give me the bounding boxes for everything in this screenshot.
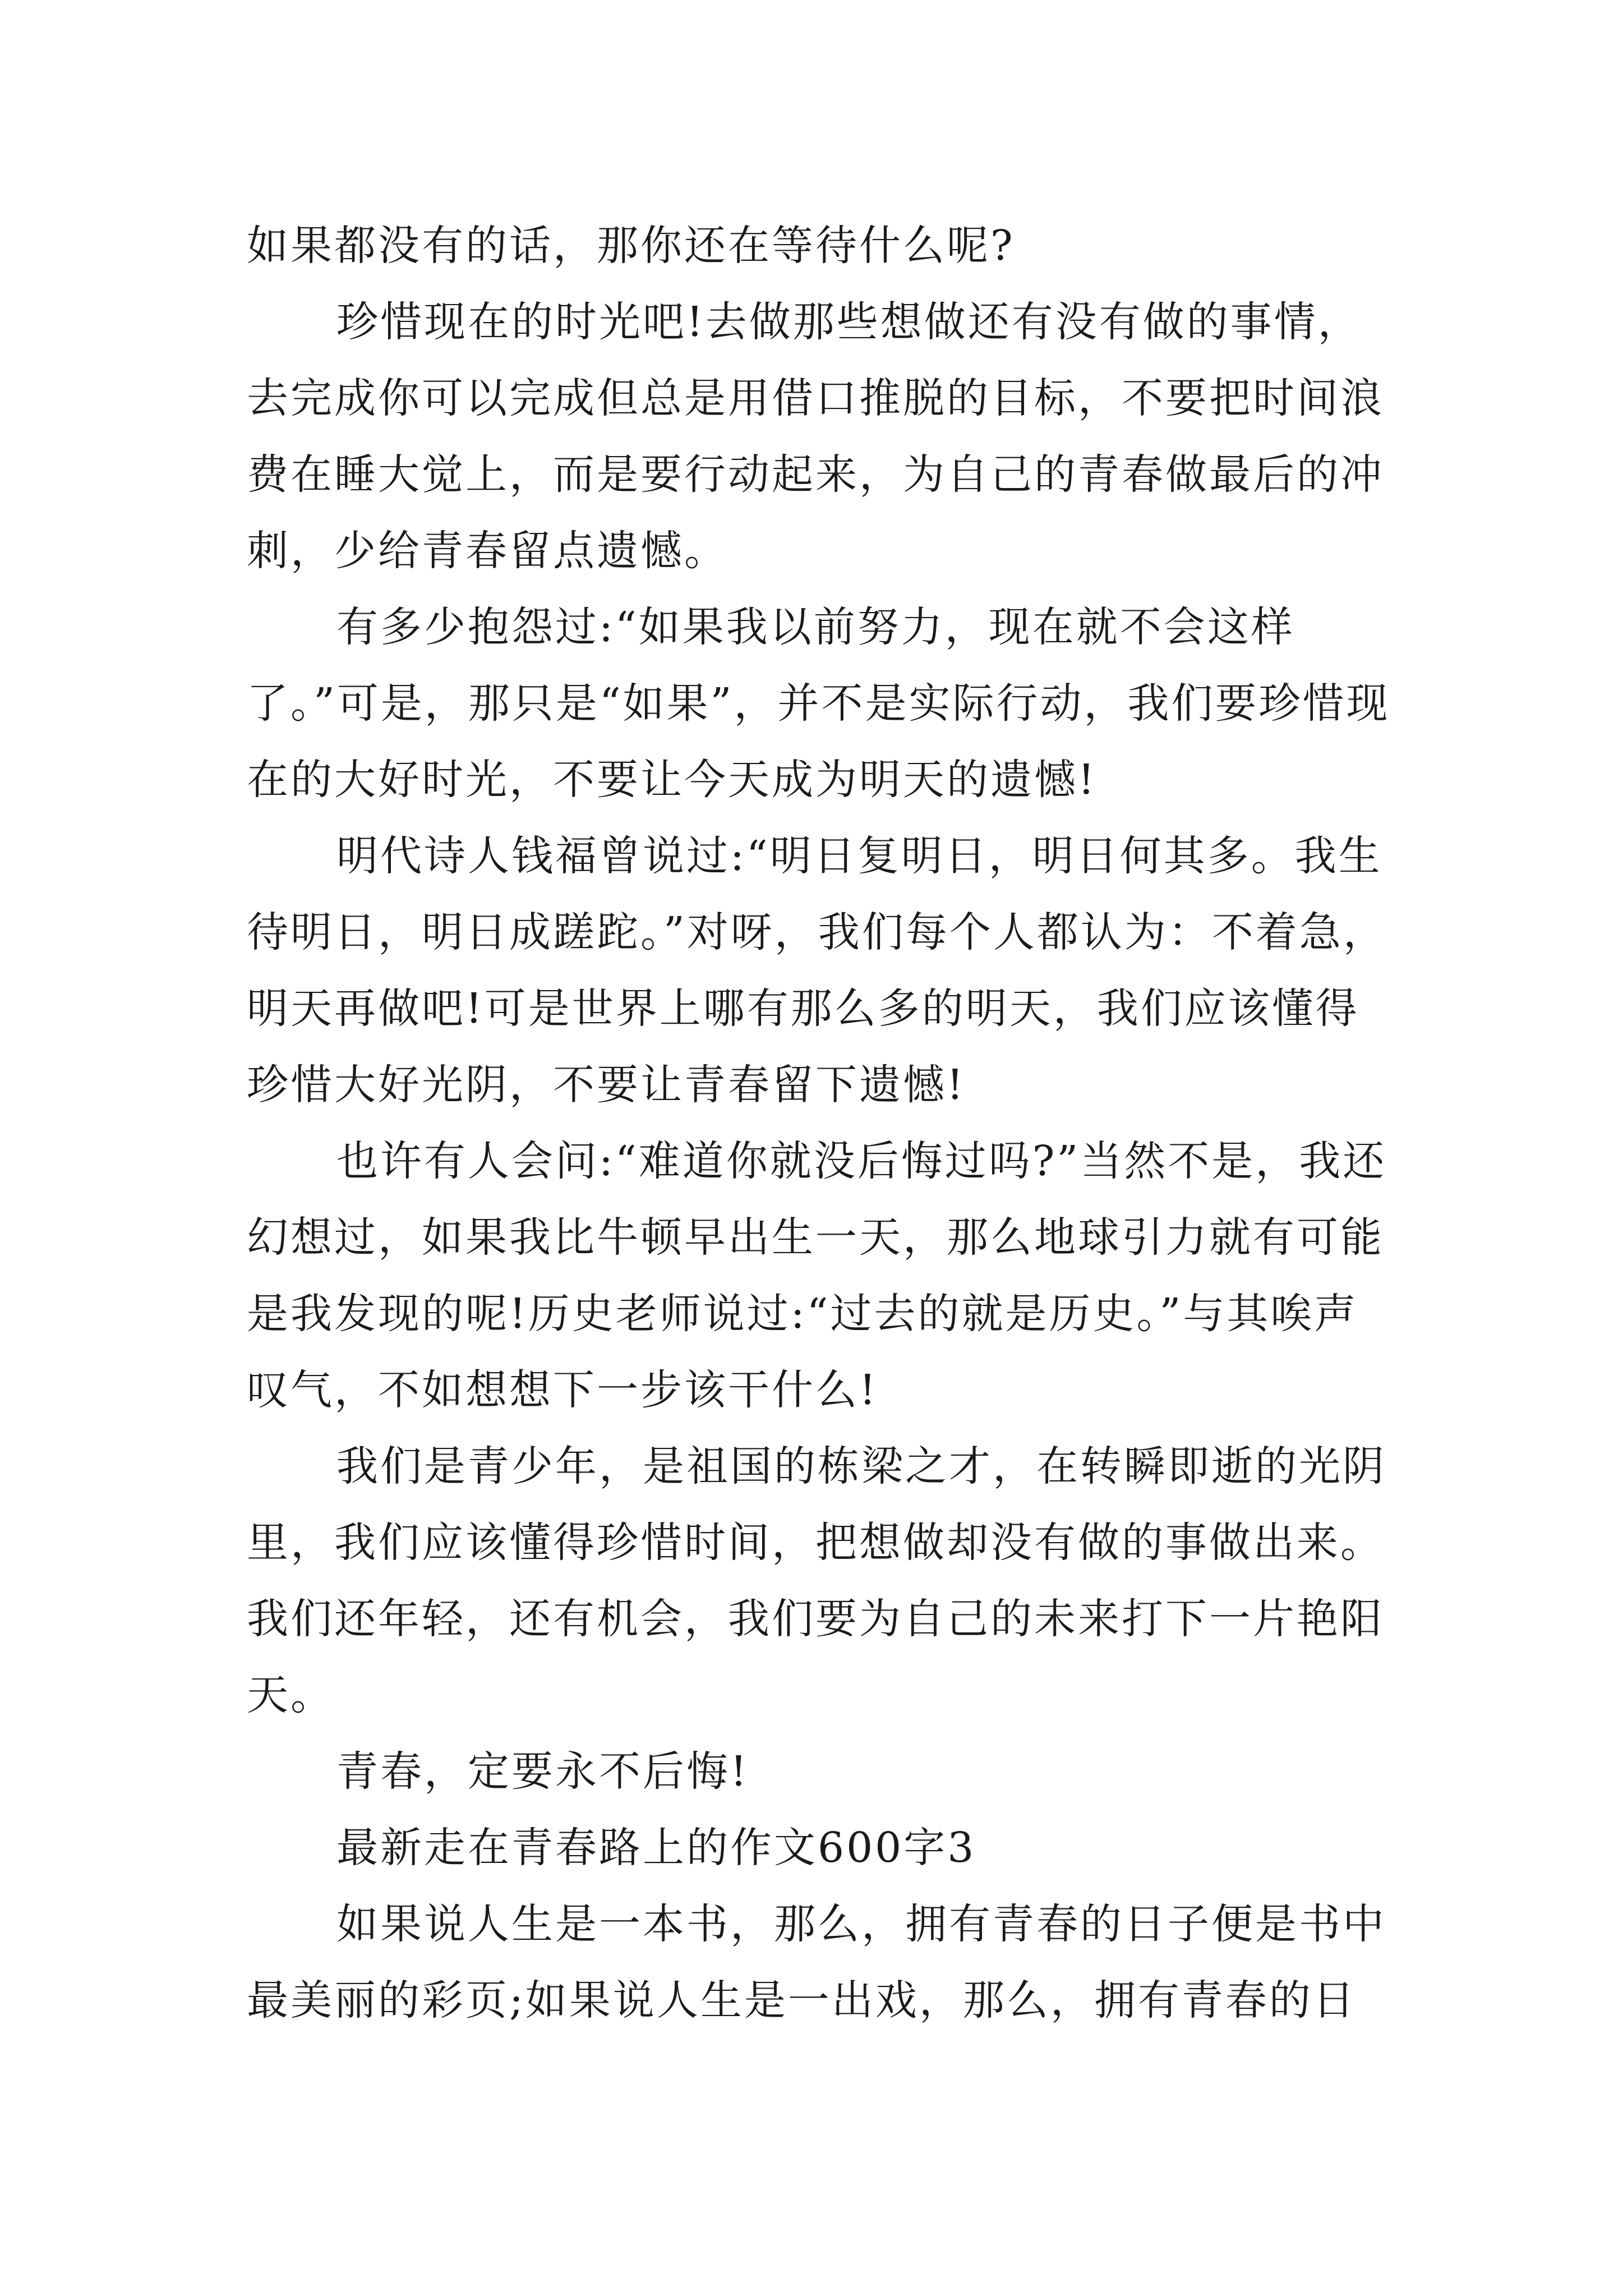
paragraph-2: 珍惜现在的时光吧!去做那些想做还有没有做的事情，去完成你可以完成但总是用借口推脱的目标，不要把时间浪费在睡大觉上，而是要行动起来，为自己的青春做最后的冲刺，少给青春留点遗憾。 [247, 298, 1384, 575]
paragraph-1: 如果都没有的话，那你还在等待什么呢? [247, 222, 1015, 270]
paragraph-8: 如果说人生是一本书，那么，拥有青春的日子便是书中最美丽的彩页;如果说人生是一出戏，那么，拥有青春的日 [247, 1900, 1386, 2024]
paragraph-6: 我们是青少年，是祖国的栋梁之才，在转瞬即逝的光阴里，我们应该懂得珍惜时间，把想做却没有做的事做出来。我们还年轻，还有机会，我们要为自己的未来打下一片艳阳天。 [247, 1442, 1386, 1719]
paragraph-5: 也许有人会问:“难道你就没后悔过吗?”当然不是，我还幻想过，如果我比牛顿早出生一天，那么地球引力就有可能是我发现的呢!历史老师说过:“过去的就是历史。”与其唉声叹气，不如想想下一步该干什么! [247, 1137, 1387, 1414]
paragraph-3: 有多少抱怨过:“如果我以前努力，现在就不会这样了。”可是，那只是“如果”，并不是实际行动，我们要珍惜现在的大好时光，不要让今天成为明天的遗憾! [247, 603, 1390, 804]
paragraph-7: 青春，定要永不后悔! [336, 1747, 749, 1796]
paragraph-4: 明代诗人钱福曾说过:“明日复明日，明日何其多。我生待明日，明日成蹉跎。”对呀，我们每个人都认为：不着急，明天再做吧!可是世界上哪有那么多的明天，我们应该懂得珍惜大好光阴，不要让青春留下遗憾! [247, 832, 1387, 1109]
section-heading: 最新走在青春路上的作文600字3 [336, 1824, 976, 1872]
document-body [247, 208, 1391, 2039]
